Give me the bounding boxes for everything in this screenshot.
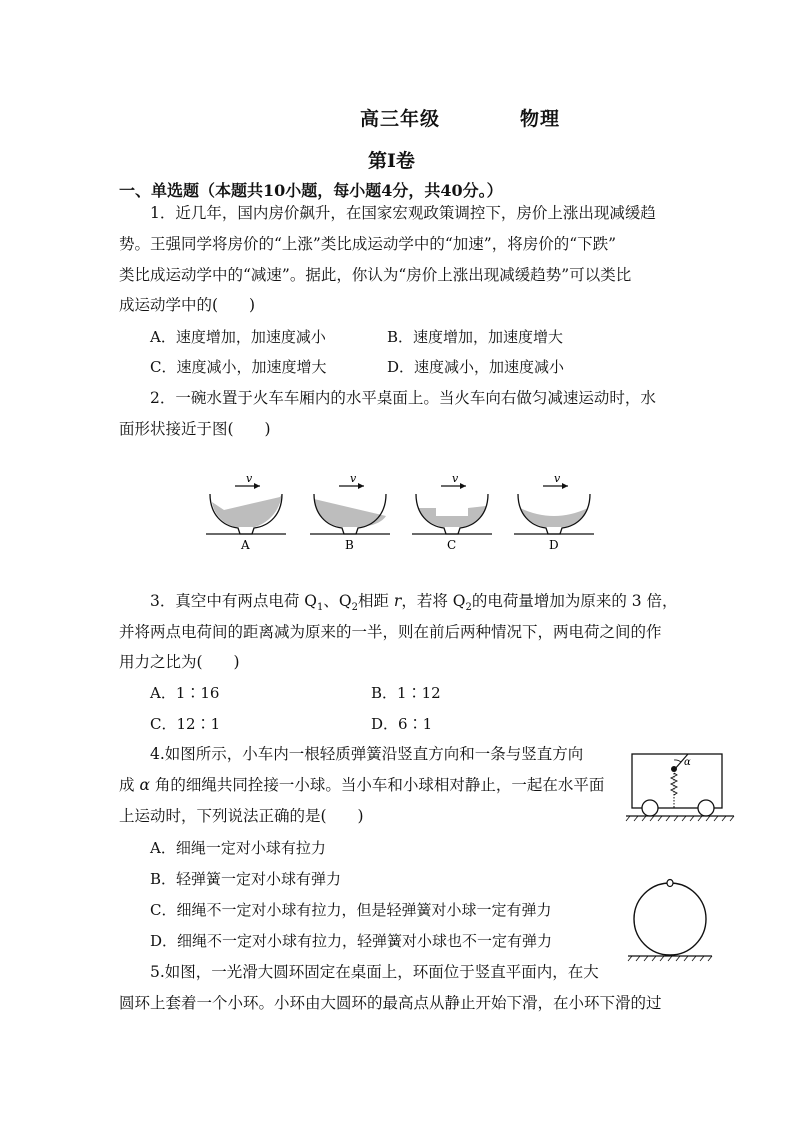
q2-line-1: 2．一碗水置于火车车厢内的水平桌面上。当火车向右做匀减速运动时，水 — [150, 389, 656, 407]
q3-text-d: ，若将 Q — [401, 592, 466, 610]
bowl-label-b: B — [345, 538, 354, 552]
bowl-a — [206, 472, 286, 552]
q4-option-b: B．轻弹簧一定对小球有弹力 — [150, 870, 342, 888]
bowl-label-c: C — [447, 538, 457, 552]
q1-line-1: 1．近几年，国内房价飙升，在国家宏观政策调控下，房价上涨出现减缓趋 — [150, 204, 656, 222]
q3-sub-2: 2 — [351, 602, 358, 614]
q3-option-d: D．6∶1 — [371, 715, 433, 733]
q4-line-3: 上运动时，下列说法正确的是( ) — [119, 807, 364, 825]
q3-sub-3: 2 — [465, 602, 472, 614]
q1-line-3: 类比成运动学中的“减速”。据此，你认为“房价上涨出现减缓趋势”可以类比 — [119, 266, 632, 284]
q4-option-d: D．细绳不一定对小球有拉力，轻弹簧对小球也不一定有弹力 — [150, 932, 553, 950]
q3-text-a: 3．真空中有两点电荷 Q — [150, 592, 317, 610]
q3-option-b: B．1∶12 — [371, 684, 441, 702]
q3-text-c: 相距 — [357, 592, 394, 610]
q5-line-1: 5.如图，一光滑大圆环固定在桌面上，环面位于竖直平面内，在大 — [150, 963, 599, 981]
q4-option-a: A．细绳一定对小球有拉力 — [150, 839, 326, 857]
q1-option-c: C．速度减小，加速度增大 — [150, 358, 327, 376]
q3-line-1 — [150, 591, 678, 618]
velocity-label-c: v — [452, 472, 459, 485]
q4-text-b: 角的细绳共同拴接一小球。当小车和小球相对静止，一起在水平面 — [149, 776, 605, 794]
q3-line-3: 用力之比为( ) — [119, 653, 240, 671]
q3-sub-1: 1 — [317, 602, 324, 614]
q3-text-b: 、Q — [323, 592, 352, 610]
q1-line-2: 势。王强同学将房价的“上涨”类比成运动学中的“加速”，将房价的“下跌” — [119, 235, 617, 253]
q2-line-2: 面形状接近于图( ) — [119, 420, 271, 438]
q1-option-b: B．速度增加，加速度增大 — [387, 328, 564, 346]
volume-title: 第Ⅰ卷 — [368, 150, 415, 172]
q3-option-c: C．12∶1 — [150, 715, 221, 733]
bowl-c — [412, 472, 492, 552]
velocity-label-b: v — [350, 472, 357, 485]
grade-title: 高三年级 — [360, 108, 441, 130]
velocity-label-d: v — [554, 472, 561, 485]
q4-option-c: C．细绳不一定对小球有拉力，但是轻弹簧对小球一定有弹力 — [150, 901, 552, 919]
q1-option-a: A．速度增加，加速度减小 — [150, 328, 326, 346]
bowl-b — [310, 472, 390, 552]
q4-alpha-symbol: α — [139, 776, 150, 794]
q3-r-symbol: r — [393, 592, 402, 610]
q4-line-1: 4.如图所示，小车内一根轻质弹簧沿竖直方向和一条与竖直方向 — [150, 745, 584, 763]
bowl-d — [514, 472, 594, 552]
q3-option-a: A．1∶16 — [150, 684, 220, 702]
velocity-label-a: v — [246, 472, 253, 485]
q3-line-2: 并将两点电荷间的距离减为原来的一半，则在前后两种情况下，两电荷之间的作 — [119, 623, 662, 641]
angle-label: α — [684, 757, 691, 768]
cart-figure — [624, 748, 736, 822]
bowl-label-a: A — [241, 538, 250, 552]
subject-title: 物理 — [520, 108, 561, 130]
q5-line-2: 圆环上套着一个小环。小环由大圆环的最高点从静止开始下滑，在小环下滑的过 — [119, 994, 662, 1012]
q1-line-4: 成运动学中的( ) — [119, 296, 256, 314]
q3-text-e: 的电荷量增加为原来的 3 倍， — [471, 592, 678, 610]
bowl-label-d: D — [549, 538, 559, 552]
q4-text-a: 成 — [119, 776, 140, 794]
section-heading: 一、单选题（本题共10小题，每小题4分，共40分。） — [119, 181, 503, 200]
q1-option-d: D．速度减小，加速度减小 — [387, 358, 565, 376]
q4-line-2 — [119, 775, 604, 795]
ring-figure — [624, 876, 716, 966]
bowl-figure — [200, 472, 600, 560]
